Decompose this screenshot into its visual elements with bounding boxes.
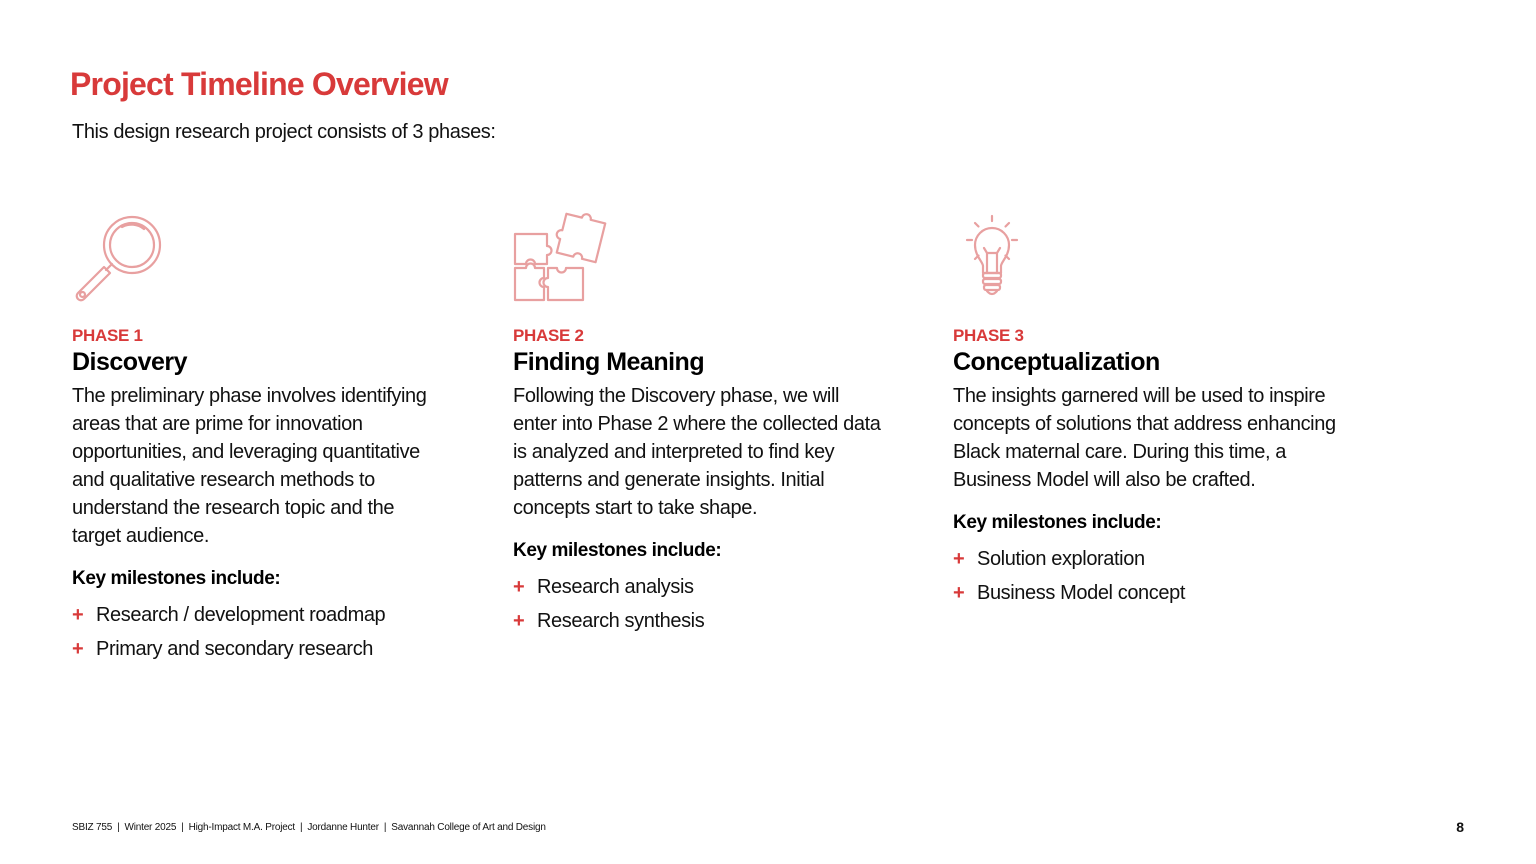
phase-column-3: [953, 212, 1336, 610]
phase-label: PHASE 2: [513, 326, 584, 345]
page-number: 8: [1456, 819, 1464, 835]
footer-course: SBIZ 755: [72, 822, 113, 833]
milestones-list: [953, 542, 1333, 610]
plus-icon: +: [953, 581, 965, 604]
footer-school: Savannah College of Art and Design: [391, 822, 546, 833]
list-item: [513, 570, 893, 604]
phase-description: The insights garnered will be used to inspire concepts of solutions that address enhancing Black maternal care. During this time, a Business Model will also be crafted.: [953, 385, 1336, 491]
milestones-heading: Key milestones include:: [72, 568, 281, 589]
footer-author: Jordanne Hunter: [307, 822, 379, 833]
footer: [72, 822, 546, 833]
milestone-text: Research analysis: [537, 575, 694, 598]
milestone-text: Primary and secondary research: [96, 637, 374, 660]
plus-icon: +: [513, 609, 525, 632]
phase-label: PHASE 1: [72, 326, 143, 345]
footer-separator: |: [299, 822, 303, 833]
phase-label: PHASE 3: [953, 326, 1024, 345]
milestone-text: Research synthesis: [537, 609, 705, 632]
milestones-list: [72, 598, 452, 666]
list-item: [72, 632, 452, 666]
footer-separator: |: [383, 822, 387, 833]
plus-icon: +: [72, 603, 84, 626]
footer-project: High-Impact M.A. Project: [188, 822, 295, 833]
lightbulb-icon: [953, 212, 1049, 308]
phase-name: Finding Meaning: [513, 348, 705, 376]
phase-name: Conceptualization: [953, 348, 1160, 376]
phase-column-2: [513, 212, 893, 638]
plus-icon: +: [953, 547, 965, 570]
magnifying-glass-icon: [72, 212, 168, 308]
milestone-text: Solution exploration: [977, 547, 1145, 570]
page-title: Project Timeline Overview: [70, 66, 448, 102]
milestones-heading: Key milestones include:: [513, 540, 722, 561]
footer-term: Winter 2025: [124, 822, 177, 833]
footer-separator: |: [117, 822, 120, 833]
list-item: [72, 598, 452, 632]
phase-description: Following the Discovery phase, we will enter into Phase 2 where the collected data is analyzed and interpreted to find key patterns and generate insights. Initial concepts start to take shape.: [513, 385, 881, 519]
list-item: [953, 542, 1333, 576]
phase-description: The preliminary phase involves identifying areas that are prime for innovation opportunities, and leveraging quantitative and qualitative research methods to understand the research topic and the target audience.: [72, 385, 427, 547]
milestones-list: [513, 570, 893, 638]
plus-icon: +: [72, 637, 84, 660]
phase-column-1: [72, 212, 452, 666]
milestone-text: Business Model concept: [977, 581, 1185, 604]
list-item: [513, 604, 893, 638]
plus-icon: +: [513, 575, 525, 598]
puzzle-pieces-icon: [513, 212, 609, 308]
list-item: [953, 576, 1333, 610]
footer-separator: |: [181, 822, 184, 833]
milestones-heading: Key milestones include:: [953, 512, 1162, 533]
page-subtitle: This design research project consists of 3 phases:: [72, 121, 496, 143]
phase-name: Discovery: [72, 348, 188, 376]
milestone-text: Research / development roadmap: [96, 603, 386, 626]
